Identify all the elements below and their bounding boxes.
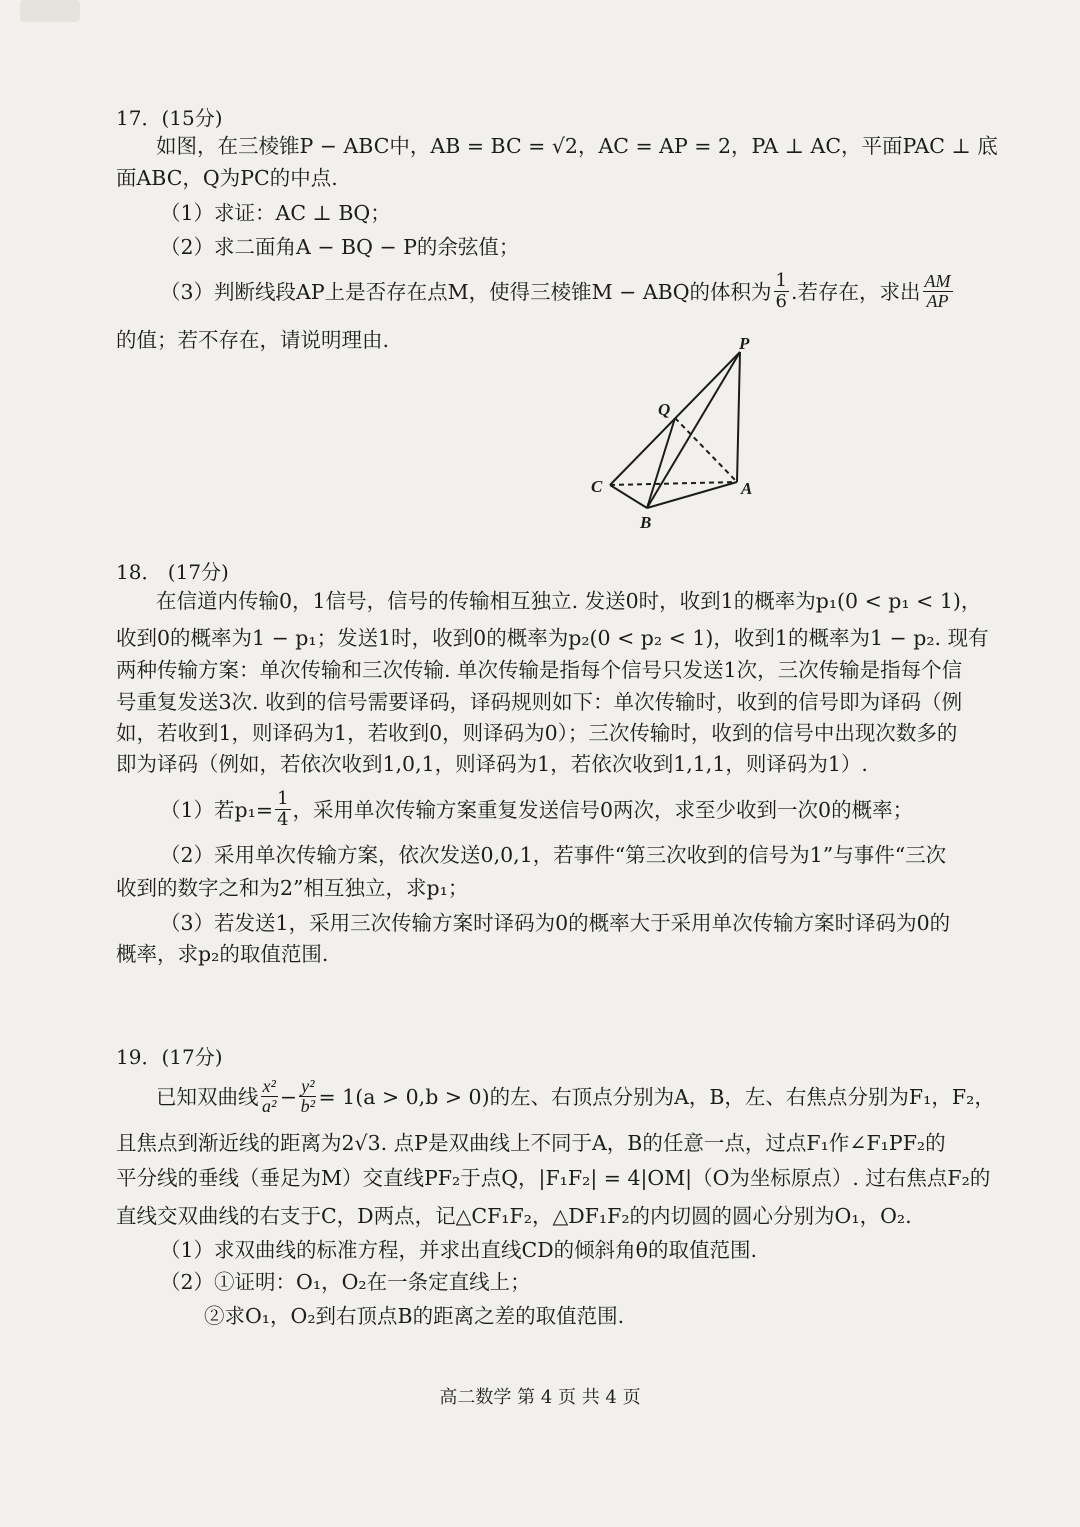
q17-part3-text-b: .若存在，求出 (790, 279, 921, 304)
q18-part1-text-a: （1）若p₁= (160, 797, 274, 822)
fraction-numerator: y² (301, 1076, 315, 1096)
q19-line4: 直线交双曲线的右支于C，D两点，记△CF₁F₂，△DF₁F₂的内切圆的圆心分别为O₁，O₂. (116, 1204, 912, 1228)
q19-line2: 且焦点到渐近线的距离为2√3. 点P是双曲线上不同于A，B的任意一点，过点F₁作∠F₁PF₂的 (116, 1131, 946, 1155)
q17-stem-line1: 如图，在三棱锥P − ABC中，AB = BC = √2，AC = AP = 2，PA ⊥ AC，平面PAC ⊥ 底 (156, 134, 998, 158)
q19-heading: 19．(17分) (116, 1045, 223, 1069)
q18-line2: 收到0的概率为1 − p₁；发送1时，收到0的概率为p₂(0 < p₂ < 1)，收到1的概率为1 − p₂. 现有 (116, 626, 989, 650)
q19-part2-sub2: ②求O₁，O₂到右顶点B的距离之差的取值范围. (204, 1304, 625, 1328)
fraction-denominator: 6 (775, 290, 787, 312)
fraction-denominator: AP (926, 290, 949, 311)
fraction-denominator: b² (300, 1095, 315, 1116)
q18-line3: 两种传输方案：单次传输和三次传输. 单次传输是指每个信号只发送1次，三次传输是指每个信 (116, 658, 963, 682)
q18-part2-line1: （2）采用单次传输方案，依次发送0,0,1，若事件“第三次收到的信号为1”与事件“三次 (160, 843, 947, 867)
q17-part1: （1）求证：AC ⊥ BQ； (160, 201, 391, 225)
fraction-numerator: 1 (277, 788, 289, 809)
fraction-numerator: AM (924, 271, 951, 291)
hyperbola-x-term (261, 1077, 278, 1117)
q19-part2: （2）①证明：O₁，O₂在一条定直线上； (160, 1270, 531, 1294)
q19-line1-text-a: 已知双曲线 (156, 1084, 259, 1109)
q19-minus-sign: − (279, 1084, 298, 1109)
q17-part2: （2）求二面角A − BQ − P的余弦值； (160, 235, 520, 259)
label-A: A (741, 479, 753, 498)
q18-part3-line2: 概率，求p₂的取值范围. (116, 942, 329, 966)
q17-part3 (160, 272, 955, 312)
q18-part3-line1: （3）若发送1，采用三次传输方案时译码为0的概率大于采用单次传输方案时译码为0的 (160, 911, 951, 935)
q19-line1-text-b: = 1(a > 0,b > 0)的左、右顶点分别为A，B，左、右焦点分别为F₁，F₂， (318, 1084, 995, 1109)
q18-part1 (160, 790, 913, 830)
scan-smudge (20, 0, 80, 22)
q17-part3-text-a: （3）判断线段AP上是否存在点M，使得三棱锥M − ABQ的体积为 (160, 279, 772, 304)
q18-part2-line2: 收到的数字之和为2”相互独立，求p₁； (116, 876, 469, 900)
fraction-denominator: a² (261, 1095, 277, 1116)
q17-heading: 17．(15分) (116, 106, 223, 130)
q18-line4: 号重复发送3次. 收到的信号需要译码，译码规则如下：单次传输时，收到的信号即为译码（例 (116, 690, 963, 714)
q17-part3-cont: 的值；若不存在，请说明理由. (116, 328, 390, 352)
fraction-numerator: x² (262, 1076, 276, 1096)
q19-line3: 平分线的垂线（垂足为M）交直线PF₂于点Q，|F₁F₂| = 4|OM|（O为坐标原点）. 过右焦点F₂的 (116, 1166, 991, 1190)
edge-PA (737, 352, 740, 482)
q18-p1-fraction (275, 790, 290, 830)
label-Q: Q (658, 400, 671, 419)
fraction-numerator: 1 (775, 270, 787, 291)
label-C: C (591, 477, 603, 496)
q18-line6: 即为译码（例如，若依次收到1,0,1，则译码为1，若依次收到1,1,1，则译码为1）. (116, 752, 868, 776)
q17-stem-line2: 面ABC，Q为PC的中点. (116, 166, 338, 190)
page-footer: 高二数学 第 4 页 共 4 页 (439, 1387, 641, 1408)
edge-CB (610, 485, 647, 508)
hyperbola-y-term (299, 1077, 316, 1117)
q18-part1-text-b: ，采用单次传输方案重复发送信号0两次，求至少收到一次0的概率； (292, 797, 914, 822)
fraction-denominator: 4 (277, 808, 289, 830)
edge-CA-hidden (610, 482, 737, 485)
q17-volume-fraction (774, 272, 789, 312)
edge-QA-hidden (675, 418, 737, 482)
q18-heading: 18． (17分) (116, 560, 229, 584)
label-P: P (739, 335, 750, 353)
q17-ratio-fraction (923, 272, 953, 312)
q19-line1 (156, 1077, 995, 1117)
q18-line1: 在信道内传输0，1信号，信号的传输相互独立. 发送0时，收到1的概率为p₁(0 < p₁ < 1)， (156, 589, 982, 613)
q19-part1: （1）求双曲线的标准方程，并求出直线CD的倾斜角θ的取值范围. (160, 1238, 758, 1262)
q18-line5: 如，若收到1，则译码为1，若收到0，则译码为0）；三次传输时，收到的信号中出现次数多的 (116, 721, 958, 745)
tetrahedron-figure (585, 335, 775, 535)
label-B: B (640, 513, 652, 532)
